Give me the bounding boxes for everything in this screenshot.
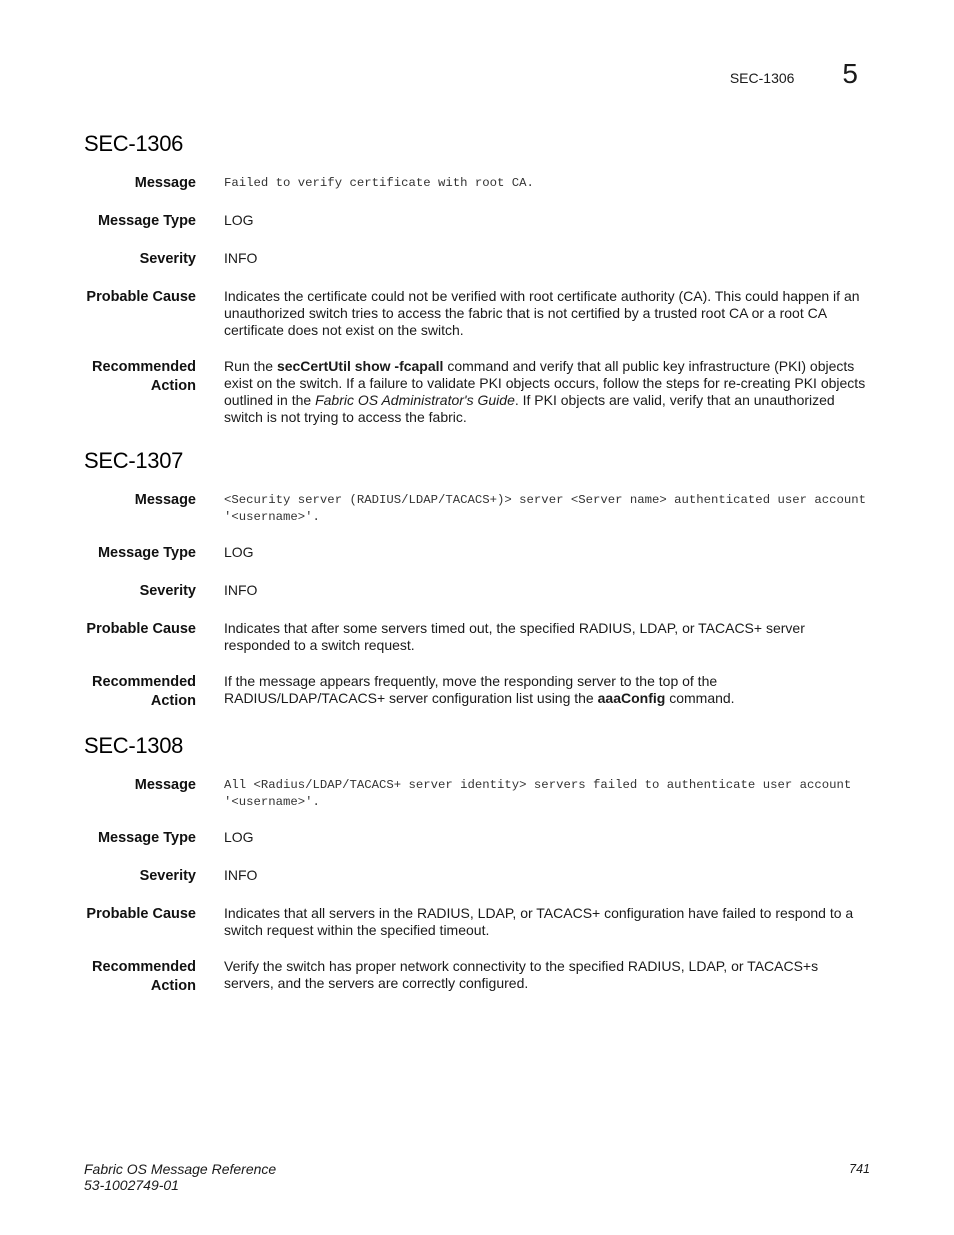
message-fields: [84, 174, 870, 426]
probable-cause-row: [84, 288, 870, 339]
action-text-part: If the message appears frequently, move the responding server to the top of the RADIUS/LDAP/TACACS+ server configuration list using the: [224, 673, 718, 706]
label-line-1: Recommended: [92, 359, 196, 375]
severity-value: INFO: [224, 582, 258, 598]
probable-cause-label: Probable Cause: [86, 906, 196, 922]
probable-cause-row: [84, 905, 870, 939]
label-line-2: Action: [150, 693, 196, 709]
message-type-row: [84, 212, 870, 231]
message-type-label: Message Type: [97, 830, 196, 846]
probable-cause-label: Probable Cause: [86, 289, 196, 305]
label-line-1: Recommended: [92, 674, 196, 690]
probable-cause-row: [84, 620, 870, 654]
probable-cause-text: Indicates that all servers in the RADIUS, LDAP, or TACACS+ configuration have failed to respond to a switch request within the specified timeout.: [224, 905, 854, 938]
label-line-2: Action: [150, 978, 196, 994]
section-title: SEC-1307: [84, 448, 184, 473]
action-text-part: Run the: [224, 358, 277, 374]
message-fields: [84, 491, 870, 711]
recommended-action-row: [84, 673, 870, 711]
message-row: [84, 174, 870, 193]
message-type-label: Message Type: [97, 545, 196, 561]
message-label: Message: [134, 777, 196, 793]
action-text-part: . If PKI objects are valid, verify that an unauthorized switch is not trying to access the fabric.: [224, 392, 835, 425]
message-text: Failed to verify certificate with root CA.: [224, 176, 534, 190]
page-number: 741: [849, 1162, 870, 1176]
probable-cause-label: Probable Cause: [86, 621, 196, 637]
recommended-action-label: [84, 673, 196, 711]
label-line-1: Recommended: [92, 959, 196, 975]
section-title: SEC-1308: [84, 733, 184, 758]
message-type-value: LOG: [224, 544, 254, 560]
severity-label: Severity: [139, 868, 196, 884]
probable-cause-text: Indicates that after some servers timed out, the specified RADIUS, LDAP, or TACACS+ server responded to a switch request.: [224, 620, 805, 653]
command-name: secCertUtil show -fcapall: [276, 358, 444, 374]
guide-title: Fabric OS Administrator's Guide: [315, 392, 515, 408]
footer-doc-number: 53-1002749-01: [84, 1177, 179, 1193]
recommended-action-label: [84, 958, 196, 996]
message-row: [84, 491, 870, 525]
message-type-value: LOG: [224, 212, 254, 228]
severity-value: INFO: [224, 250, 258, 266]
header-title: SEC-1306: [729, 70, 795, 86]
recommended-action-text: Verify the switch has proper network connectivity to the specified RADIUS, LDAP, or TACACS+s servers, and the servers are correctly configured.: [224, 958, 819, 991]
recommended-action-text: [224, 358, 870, 426]
severity-label: Severity: [139, 251, 196, 267]
message-type-label: Message Type: [97, 213, 196, 229]
severity-row: [84, 582, 870, 601]
probable-cause-text: Indicates the certificate could not be verified with root certificate authority (CA). This could happen if an unauthorized switch tries to access the fabric that is not certified by a trusted root CA or a root CA certificate does not exist on the switch.: [224, 288, 860, 338]
message-fields: [84, 776, 870, 996]
message-row: [84, 776, 870, 810]
message-label: Message: [134, 492, 196, 508]
running-header: [730, 58, 858, 90]
message-type-value: LOG: [224, 829, 254, 845]
action-text-part: command.: [665, 690, 735, 706]
severity-row: [84, 867, 870, 886]
message-label: Message: [134, 175, 196, 191]
chapter-number: 5: [842, 58, 858, 89]
recommended-action-row: [84, 958, 870, 996]
severity-label: Severity: [139, 583, 196, 599]
recommended-action-label: [84, 358, 196, 426]
recommended-action-row: [84, 358, 870, 426]
page-content: [84, 131, 870, 1018]
section-title: SEC-1306: [84, 131, 184, 156]
severity-row: [84, 250, 870, 269]
severity-value: INFO: [224, 867, 258, 883]
message-text: All <Radius/LDAP/TACACS+ server identity> servers failed to authenticate user account '<username>'.: [224, 778, 852, 809]
label-line-2: Action: [150, 378, 196, 394]
message-type-row: [84, 544, 870, 563]
recommended-action-text: [224, 673, 870, 711]
action-text-part: command and verify that all public key infrastructure (PKI) objects exist on the switch. If a failure to validate PKI objects occurs, follow the steps for re-creating PKI objects outlined in the: [224, 358, 866, 408]
command-name: aaaConfig: [597, 690, 666, 706]
message-type-row: [84, 829, 870, 848]
message-text: <Security server (RADIUS/LDAP/TACACS+)> server <Server name> authenticated user account '<username>'.: [224, 493, 867, 524]
footer-doc-title: Fabric OS Message Reference: [84, 1161, 277, 1177]
page-footer: [84, 1161, 870, 1193]
